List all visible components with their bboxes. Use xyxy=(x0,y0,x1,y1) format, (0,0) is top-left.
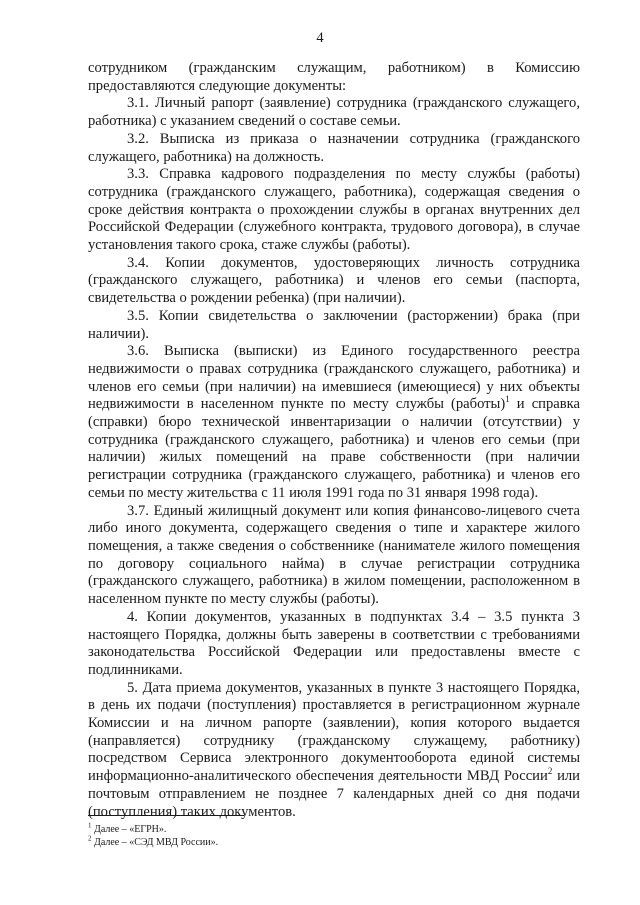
paragraph-3-5: 3.5. Копии свидетельства о заключении (расторжении) брака (при наличии). xyxy=(88,307,580,342)
footnote-separator xyxy=(88,815,244,816)
paragraph-3-6 xyxy=(88,343,580,502)
paragraph-3-6-text-a: 3.6. Выписка (выписки) из Единого государственного реестра недвижимости о правах сотрудника (гражданского служащего, работника) и членов его семьи (при наличии) на имевшиеся (имеющиеся) у них объекты недвижимости в населенном пункте по месту службы (работы) xyxy=(88,343,580,413)
paragraph-3-4: 3.4. Копии документов, удостоверяющих личность сотрудника (гражданского служащего, работника) и членов его семьи (паспорта, свидетельства о рождении ребенка) (при наличии). xyxy=(88,254,580,307)
paragraph-3-1: 3.1. Личный рапорт (заявление) сотрудника (гражданского служащего, работника) с указанием сведений о составе семьи. xyxy=(88,95,580,130)
paragraph-3-2: 3.2. Выписка из приказа о назначении сотрудника (гражданского служащего, работника) на должность. xyxy=(88,130,580,165)
paragraph-5-text-a: 5. Дата приема документов, указанных в пункте 3 настоящего Порядка, в день их подачи (поступления) проставляется в регистрационном журнале Комиссии и на личном рапорте (заявлении), копия которого выдается (направляется) сотруднику (гражданскому служащему, работнику) посредством Сервиса электронного документооборота единой системы информационно-аналитического обеспечения деятельности МВД России xyxy=(88,679,580,785)
paragraph-3-3: 3.3. Справка кадрового подразделения по месту службы (работы) сотрудника (гражданского служащего, работника), содержащая сведения о сроке действия контракта о прохождении службы в органах внутренних дел Российской Федерации (служебного контракта, трудового договора), в случае установления такого срока, стаже службы (работы). xyxy=(88,166,580,254)
footnote-ref-2: 2 xyxy=(547,766,553,777)
document-body xyxy=(88,60,580,821)
footnotes xyxy=(88,823,580,849)
footnote-ref-1: 1 xyxy=(505,394,510,405)
footnote-mark-1: 1 xyxy=(88,821,92,830)
paragraph-3-6-text-b: и справка (справки) бюро технической инвентаризации о наличии (отсутствии) у сотрудника (гражданского служащего, работника) и членов его семьи (при наличии) жилых помещений на праве собственности (при наличии регистрации сотрудника (гражданского служащего, работника) и членов его семьи по месту жительства с 11 июля 1991 года по 31 января 1998 года). xyxy=(88,396,580,501)
paragraph-5 xyxy=(88,680,580,822)
footnote-1-text: Далее – «ЕГРН». xyxy=(91,824,167,835)
page-number: 4 xyxy=(316,30,324,46)
footnote-2 xyxy=(88,836,580,849)
paragraph-intro: сотрудником (гражданским служащим, работником) в Комиссию предоставляются следующие документы: xyxy=(88,60,580,94)
paragraph-3-7: 3.7. Единый жилищный документ или копия финансово-лицевого счета либо иного документа, содержащего сведения о типе и характере жилого помещения, а также сведения о собственнике (нанимателе жилого помещения по договору социального найма) в случае регистрации сотрудника (гражданского служащего, работника) в жилом помещении, расположенном в населенном пункте по месту службы (работы). xyxy=(88,502,580,608)
footnote-2-text: Далее – «СЭД МВД России». xyxy=(91,837,219,848)
footnote-1 xyxy=(88,823,580,836)
paragraph-4: 4. Копии документов, указанных в подпунктах 3.4 – 3.5 пункта 3 настоящего Порядка, должны быть заверены в соответствии с требованиями законодательства Российской Федерации или предоставлены вместе с подлинниками. xyxy=(88,608,580,678)
paragraph-5-text-b: или почтовым отправлением не позднее 7 календарных дней со дня подачи (поступления) таких документов. xyxy=(88,768,580,820)
footnote-mark-2: 2 xyxy=(88,834,92,843)
